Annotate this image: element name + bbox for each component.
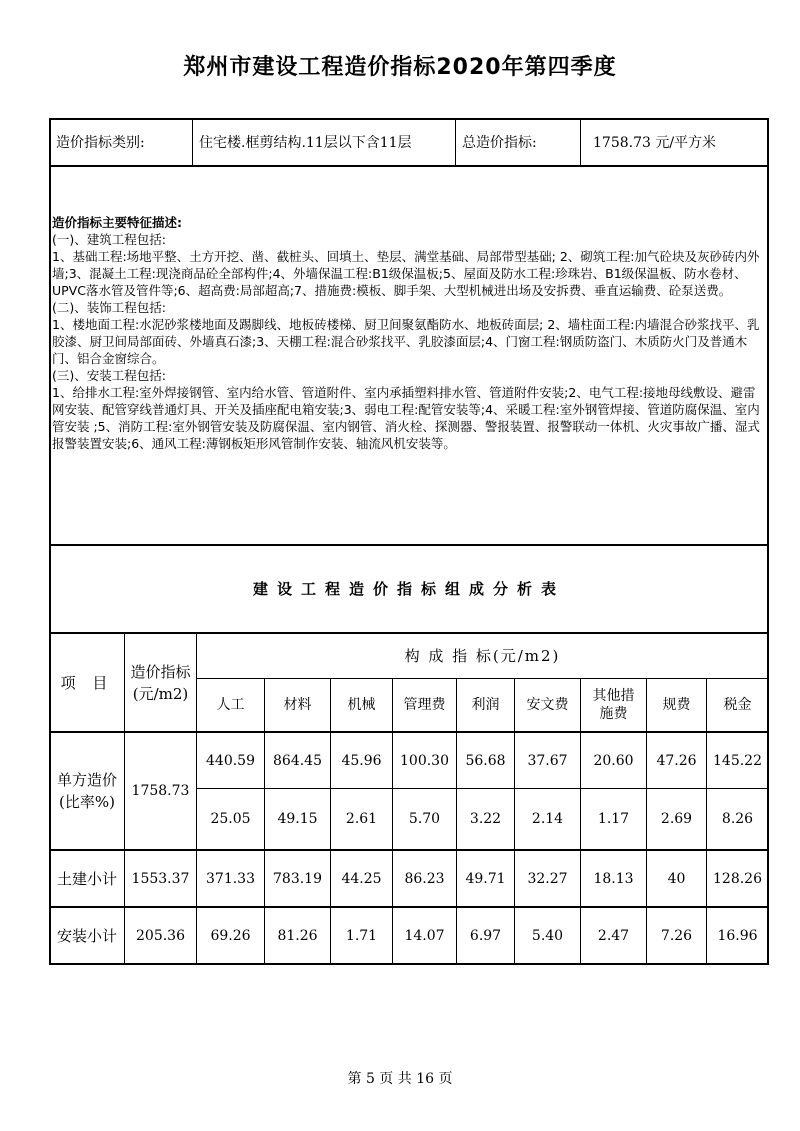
table-cell: 14.07 (404, 928, 445, 944)
table-cell: 6.97 (469, 928, 502, 944)
description-line: (一)、建筑工程包括: (52, 232, 166, 247)
table-cell: 69.26 (210, 928, 251, 944)
table-cell: 145.22 (713, 752, 762, 769)
header-item: 项 目 (60, 673, 114, 692)
row-index: 1553.37 (131, 870, 190, 887)
table-cell: 128.26 (713, 870, 762, 887)
header-group: 构 成 指 标(元/m2) (404, 647, 561, 665)
table-cell: 2.61 (345, 811, 378, 827)
total-value: 1758.73 元/平方米 (593, 134, 717, 151)
divider (49, 165, 769, 167)
table-cell: 56.68 (465, 752, 506, 769)
table-cell: 49.71 (465, 870, 506, 887)
col-header: 人工 (216, 697, 245, 713)
page-number: 第 5 页 共 16 页 (347, 1071, 453, 1087)
row-index: 1758.73 (131, 783, 190, 799)
table-cell: 5.40 (531, 928, 564, 944)
table-cell: 47.26 (656, 752, 697, 769)
table-cell: 25.05 (210, 811, 251, 827)
table-cell: 16.96 (717, 928, 758, 944)
table-cell: 81.26 (277, 928, 318, 944)
table-cell: 45.96 (341, 752, 382, 769)
table-cell: 2.14 (531, 811, 564, 827)
table-cell: 1.71 (345, 928, 378, 944)
row-index: 205.36 (136, 928, 185, 944)
row-label: 安装小计 (56, 927, 117, 945)
table-cell: 1.17 (597, 811, 630, 827)
col-header: 机械 (347, 697, 376, 713)
description-line: 1、楼地面工程:水泥砂浆楼地面及踢脚线、地板砖楼梯、厨卫间聚氨酯防水、地板砖面层; 2、墙柱面工程:内墙混合砂浆找平、乳胶漆、厨卫间局部面砖、外墙真石漆;3、天棚工程:混合砂浆找平、乳胶漆面层;4、门窗工程:钢质防盗门、木质防火门及普通木门、铝合金窗综合。 (52, 317, 760, 366)
description-line: 1、基础工程:场地平整、土方开挖、凿、截桩头、回填土、垫层、满堂基础、局部带型基础; 2、砌筑工程:加气砼块及灰砂砖内外墙;3、混凝土工程:现浇商品砼全部构件;4、外墙保温工程:B1级保温板;5、屋面及防水工程:珍珠岩、B1级保温板、防水卷材、UPVC落水管及管件等;6、超高费:局部超高;7、措施费:模板、脚手架、大型机械进出场及安拆费、垂直运输费、砼泵送费。 (52, 249, 760, 298)
col-header: 利润 (471, 697, 500, 713)
table-cell: 44.25 (341, 870, 382, 887)
page-title: 郑州市建设工程造价指标2020年第四季度 (183, 55, 617, 80)
table-cell: 3.22 (469, 811, 502, 827)
table-cell: 18.13 (593, 870, 634, 887)
table-cell: 40 (667, 870, 686, 887)
col-header: 材料 (283, 697, 312, 713)
table-cell: 32.27 (527, 870, 568, 887)
table-cell: 37.67 (527, 752, 568, 769)
table-cell: 440.59 (206, 752, 255, 769)
table-cell: 864.45 (273, 752, 322, 769)
table-cell: 371.33 (206, 870, 255, 887)
col-header: 税金 (723, 697, 752, 713)
total-label: 总造价指标: (462, 134, 537, 151)
table-cell: 8.26 (721, 811, 754, 827)
col-header: 安文费 (526, 697, 569, 713)
description-heading: 造价指标主要特征描述: (52, 215, 182, 230)
analysis-title: 建设工程造价指标组成分析表 (252, 580, 565, 598)
table-cell: 2.47 (597, 928, 630, 944)
divider (49, 544, 769, 546)
description-line: 1、给排水工程:室外焊接钢管、室内给水管、管道附件、室内承插塑料排水管、管道附件安装;2、电气工程:接地母线敷设、避雷网安装、配管穿线普通灯具、开关及插座配电箱安装;3、弱电工程:配管安装等;4、采暖工程:室外钢管焊接、管道防腐保温、室内管安装 ;5、消防工程:室外钢管安装及防腐保温、室内钢管、消火栓、探测器、警报装置、报警联动一体机、火灾事故广播、湿式报警装置安装;6、通风工程:薄钢板矩形风管制作安装、轴流风机安装等。 (52, 385, 760, 451)
feature-description (52, 214, 768, 452)
table-cell: 783.19 (273, 870, 322, 887)
table-cell: 2.69 (660, 811, 693, 827)
col-header: 规费 (662, 697, 691, 713)
description-line: (三)、安装工程包括: (52, 368, 166, 383)
table-cell: 7.26 (660, 928, 693, 944)
category-value: 住宅楼.框剪结构.11层以下含11层 (199, 134, 412, 151)
table-cell: 100.30 (400, 752, 449, 769)
table-cell: 49.15 (277, 811, 318, 827)
col-header: 其他措施费 (592, 688, 635, 722)
row-label: 土建小计 (56, 869, 117, 888)
description-line: (二)、装饰工程包括: (52, 300, 166, 315)
table-cell: 20.60 (593, 752, 634, 769)
col-header: 管理费 (403, 697, 446, 713)
table-cell: 5.70 (408, 811, 441, 827)
category-label: 造价指标类别: (56, 134, 145, 151)
table-cell: 86.23 (404, 870, 445, 887)
header-index: 造价指标(元/m2) (130, 662, 191, 703)
row-label: 单方造价(比率%) (56, 771, 117, 811)
